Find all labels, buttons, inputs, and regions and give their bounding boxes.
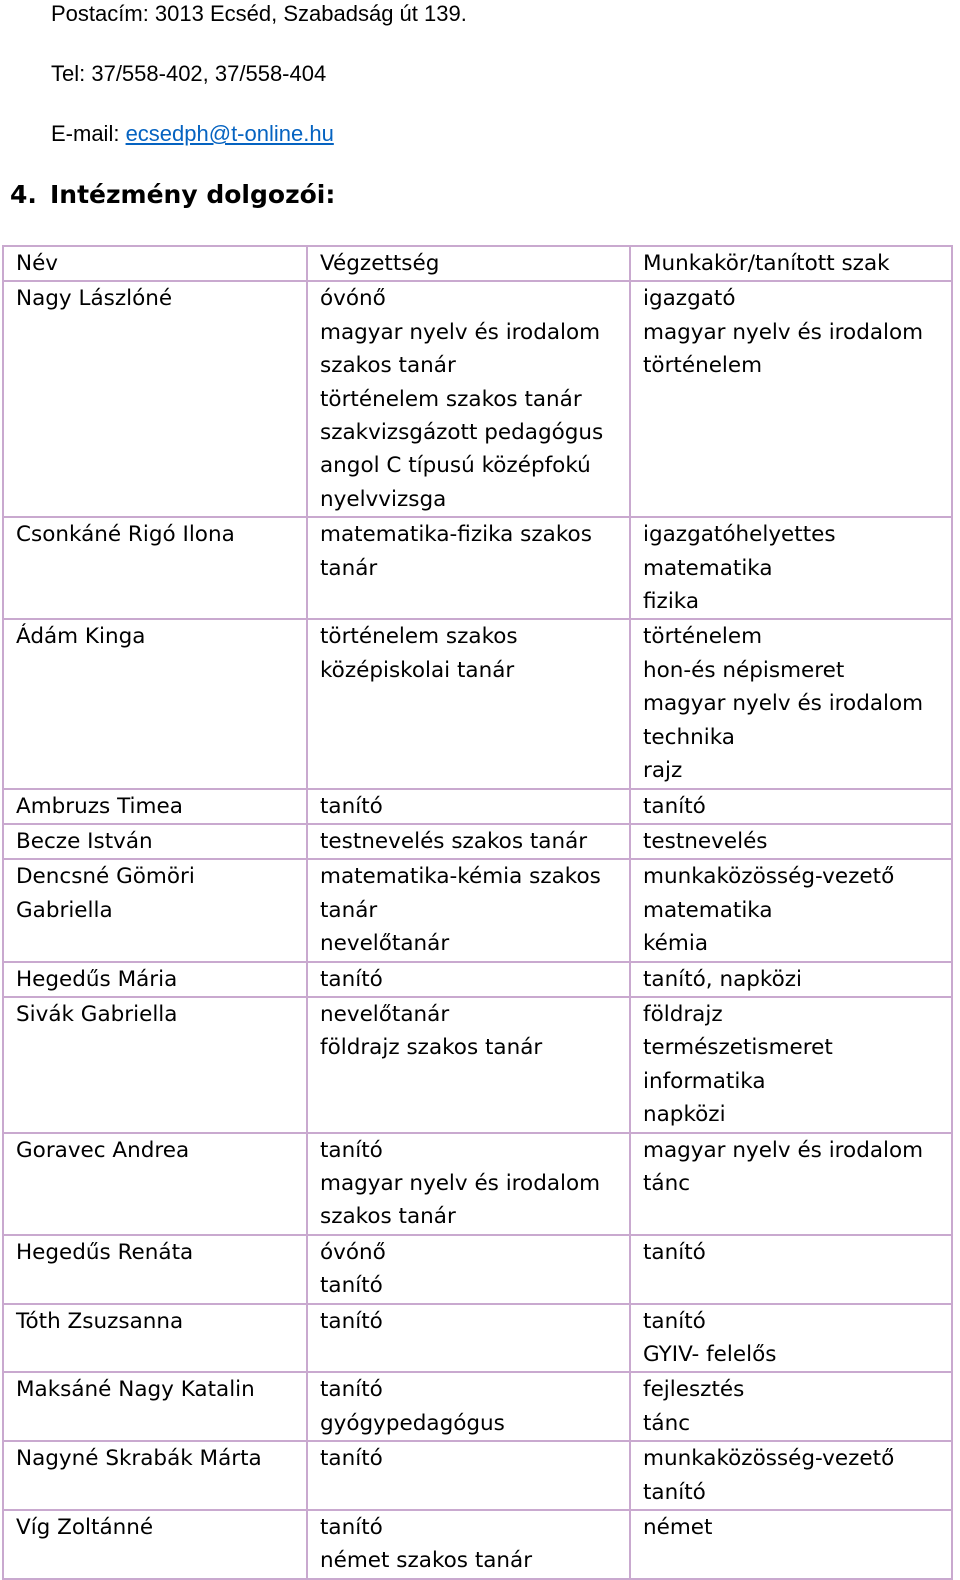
role-cell: [630, 1235, 952, 1304]
name-cell: [3, 517, 307, 619]
table-row: [3, 517, 952, 619]
role-line: magyar nyelv és irodalom: [643, 691, 924, 717]
name-cell: [3, 1235, 307, 1304]
table-row: [3, 859, 952, 961]
name-line: Sivák Gabriella: [16, 1001, 178, 1027]
table-row: [3, 824, 952, 859]
table-row: [3, 1441, 952, 1510]
role-line: fejlesztés: [643, 1377, 745, 1403]
education-line: nevelőtanár: [320, 1001, 450, 1027]
role-line: történelem: [643, 624, 763, 650]
name-line: Csonkáné Rigó Ilona: [16, 522, 235, 548]
name-line: Ambruzs Timea: [16, 793, 183, 819]
name-line: Dencsné Gömöri: [16, 864, 195, 890]
role-line: tánc: [643, 1410, 691, 1436]
role-cell: [630, 1510, 952, 1579]
education-line: történelem szakos: [320, 624, 518, 650]
education-line: nevelőtanár: [320, 931, 450, 957]
education-line: tanító: [320, 1377, 383, 1403]
phone-numbers: Tel: 37/558-402, 37/558-404: [51, 61, 327, 86]
education-line: óvónő: [320, 1239, 386, 1265]
role-line: fizika: [643, 589, 700, 615]
education-cell: [307, 619, 630, 788]
education-cell: [307, 997, 630, 1133]
education-cell: [307, 824, 630, 859]
education-cell: [307, 1441, 630, 1510]
role-cell: [630, 824, 952, 859]
postal-address: Postacím: 3013 Ecséd, Szabadság út 139.: [51, 1, 467, 26]
role-line: tanító: [643, 1479, 706, 1505]
education-line: német szakos tanár: [320, 1548, 533, 1574]
education-cell: [307, 517, 630, 619]
role-cell: [630, 962, 952, 997]
name-line: Goravec Andrea: [16, 1137, 190, 1163]
role-line: tanító: [643, 1239, 706, 1265]
name-cell: [3, 1510, 307, 1579]
education-cell: [307, 281, 630, 517]
role-line: földrajz: [643, 1001, 723, 1027]
section-heading: [10, 180, 335, 209]
table-row: [3, 962, 952, 997]
role-line: tanító, napközi: [643, 966, 803, 992]
name-line: Víg Zoltánné: [16, 1515, 154, 1541]
name-cell: [3, 789, 307, 824]
education-cell: [307, 1304, 630, 1373]
table-header-row: [3, 246, 952, 281]
education-line: szakos tanár: [320, 1204, 456, 1230]
email-line: [51, 120, 334, 148]
role-line: GYIV- felelős: [643, 1342, 777, 1367]
education-line: tanító: [320, 1446, 383, 1472]
table-row: [3, 1372, 952, 1441]
role-line: testnevelés: [643, 828, 768, 854]
header-name: Név: [3, 246, 307, 281]
role-line: munkaközösség-vezető: [643, 1446, 895, 1472]
role-cell: [630, 619, 952, 788]
role-line: kémia: [643, 931, 709, 957]
name-cell: [3, 619, 307, 788]
table-row: [3, 1510, 952, 1579]
role-cell: [630, 1304, 952, 1373]
education-cell: [307, 859, 630, 961]
education-line: tanító: [320, 1137, 383, 1163]
name-line: Becze István: [16, 828, 153, 854]
role-cell: [630, 517, 952, 619]
role-line: magyar nyelv és irodalom: [643, 1137, 924, 1163]
email-link[interactable]: ecsedph@t-online.hu: [125, 121, 334, 146]
role-line: informatika: [643, 1068, 766, 1094]
header-role: Munkakör/tanított szak: [630, 246, 952, 281]
name-cell: [3, 824, 307, 859]
education-line: testnevelés szakos tanár: [320, 828, 588, 854]
education-line: földrajz szakos tanár: [320, 1035, 543, 1061]
education-line: tanító: [320, 793, 383, 819]
name-line: Hegedűs Mária: [16, 966, 178, 992]
name-line: Hegedűs Renáta: [16, 1239, 194, 1265]
education-line: középiskolai tanár: [320, 657, 515, 683]
header-education: Végzettség: [307, 246, 630, 281]
education-cell: [307, 1372, 630, 1441]
name-line: Nagy Lászlóné: [16, 286, 173, 312]
education-line: magyar nyelv és irodalom: [320, 1170, 601, 1196]
role-line: tanító: [643, 1308, 706, 1334]
education-line: tanító: [320, 966, 383, 992]
education-line: gyógypedagógus: [320, 1410, 505, 1436]
role-cell: [630, 281, 952, 517]
table-row: [3, 619, 952, 788]
education-line: angol C típusú középfokú: [320, 453, 591, 479]
education-cell: [307, 1510, 630, 1579]
education-line: tanár: [320, 897, 378, 923]
education-cell: [307, 962, 630, 997]
education-line: tanító: [320, 1273, 383, 1299]
education-line: óvónő: [320, 286, 386, 312]
role-line: igazgatóhelyettes: [643, 522, 836, 548]
role-cell: [630, 1372, 952, 1441]
name-line: Maksáné Nagy Katalin: [16, 1377, 255, 1403]
name-cell: [3, 1304, 307, 1373]
role-cell: [630, 1133, 952, 1235]
role-line: matematika: [643, 897, 773, 923]
education-line: magyar nyelv és irodalom: [320, 319, 601, 345]
education-line: tanár: [320, 555, 378, 581]
role-line: munkaközösség-vezető: [643, 864, 895, 890]
education-cell: [307, 1133, 630, 1235]
role-line: magyar nyelv és irodalom: [643, 319, 924, 345]
role-cell: [630, 789, 952, 824]
table-row: [3, 281, 952, 517]
role-line: technika: [643, 724, 735, 750]
role-cell: [630, 859, 952, 961]
staff-table: [2, 245, 953, 1580]
role-line: napközi: [643, 1102, 726, 1128]
role-line: rajz: [643, 758, 683, 784]
education-cell: [307, 789, 630, 824]
section-number: 4.: [10, 180, 37, 209]
name-line: Ádám Kinga: [16, 624, 146, 650]
education-line: tanító: [320, 1515, 383, 1541]
education-line: szakvizsgázott pedagógus: [320, 420, 604, 446]
education-line: nyelvvizsga: [320, 486, 447, 512]
role-line: természetismeret: [643, 1035, 833, 1061]
education-line: matematika-fizika szakos: [320, 522, 592, 548]
role-line: matematika: [643, 555, 773, 581]
role-cell: [630, 1441, 952, 1510]
table-row: [3, 1304, 952, 1373]
table-row: [3, 1235, 952, 1304]
role-line: történelem: [643, 353, 763, 379]
name-cell: [3, 281, 307, 517]
name-line: Gabriella: [16, 897, 113, 923]
name-cell: [3, 997, 307, 1133]
table-row: [3, 997, 952, 1133]
education-cell: [307, 1235, 630, 1304]
name-cell: [3, 1372, 307, 1441]
role-line: tanító: [643, 793, 706, 819]
name-cell: [3, 1133, 307, 1235]
role-cell: [630, 997, 952, 1133]
name-line: Nagyné Skrabák Márta: [16, 1446, 262, 1472]
role-line: német: [643, 1515, 713, 1541]
education-line: szakos tanár: [320, 353, 456, 379]
name-cell: [3, 859, 307, 961]
education-line: történelem szakos tanár: [320, 386, 582, 412]
role-line: hon-és népismeret: [643, 657, 845, 683]
table-row: [3, 789, 952, 824]
education-line: tanító: [320, 1308, 383, 1334]
role-line: igazgató: [643, 286, 736, 312]
email-label: E-mail:: [51, 121, 126, 146]
education-line: matematika-kémia szakos: [320, 864, 601, 890]
table-row: [3, 1133, 952, 1235]
name-line: Tóth Zsuzsanna: [16, 1308, 184, 1334]
role-line: tánc: [643, 1170, 691, 1196]
section-title: Intézmény dolgozói:: [50, 180, 336, 209]
name-cell: [3, 1441, 307, 1510]
name-cell: [3, 962, 307, 997]
staff-table-body: [3, 281, 952, 1578]
